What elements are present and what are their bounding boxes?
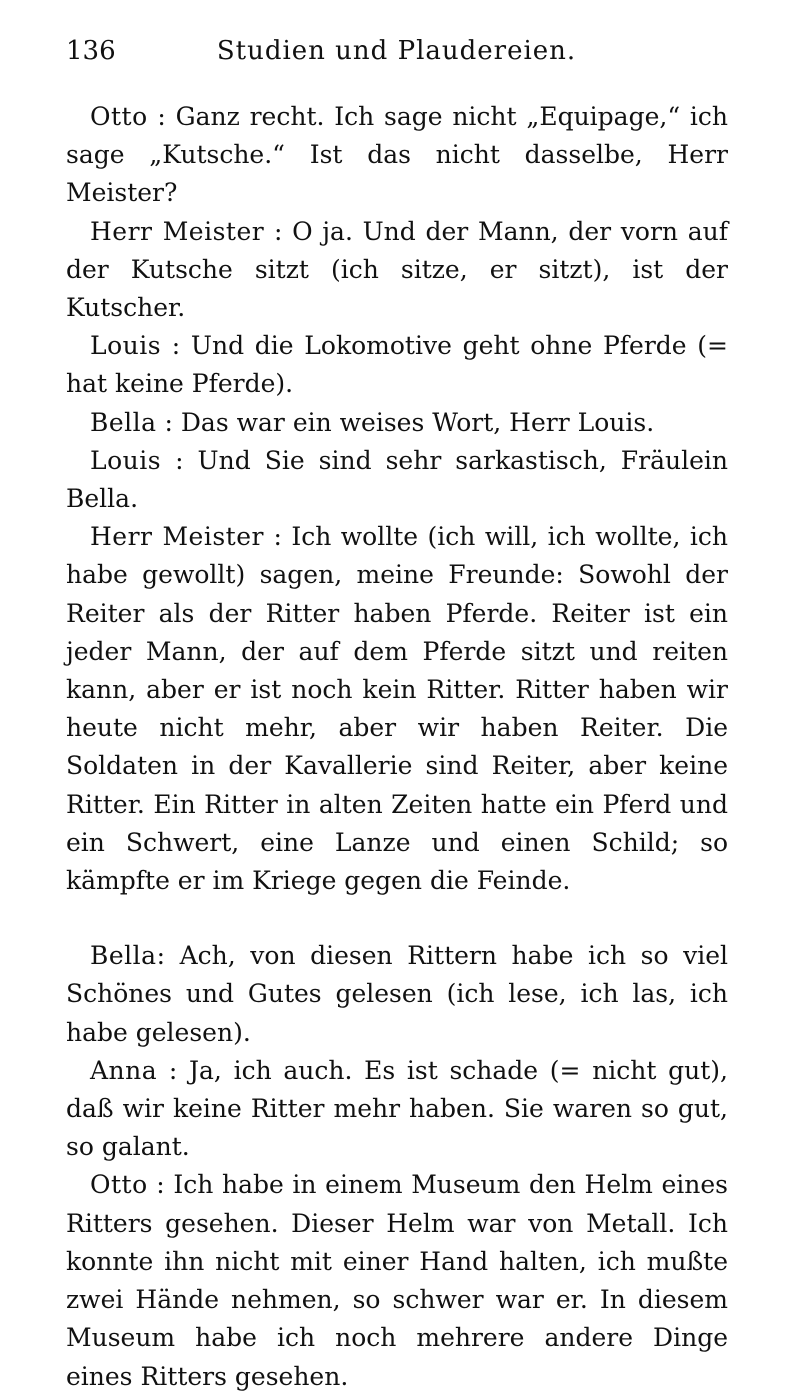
page-number: 136 xyxy=(66,36,116,66)
dialogue-paragraph-8: Anna : Ja, ich auch. Es ist schade (= nicht gut), daß wir keine Ritter mehr haben. Sie waren so gut, so galant. xyxy=(66,1055,728,1162)
speaker-name: Bella xyxy=(90,941,157,971)
dialogue-text xyxy=(66,98,728,1396)
dialogue-line: O ja. Und der Mann, der vorn auf der Kutsche sitzt (ich sitze, er sitzt), ist der Kutscher. xyxy=(66,216,728,323)
speaker-name: Bella xyxy=(90,407,157,437)
dialogue-paragraph-5: Louis : Und Sie sind sehr sarkastisch, Fräulein Bella. xyxy=(66,445,728,514)
speaker-name: Otto xyxy=(90,102,148,131)
dialogue-paragraph-2: Herr Meister : O ja. Und der Mann, der vorn auf der Kutsche sitzt (ich sitze, er sitzt), ist der Kutscher. xyxy=(66,216,728,323)
speaker-name: Louis xyxy=(90,331,162,361)
speaker-name: Herr Meister xyxy=(90,522,264,552)
dialogue-paragraph-4: Bella : Das war ein weises Wort, Herr Louis. xyxy=(90,407,655,437)
dialogue-paragraph-1: Otto : Ganz recht. Ich sage nicht „Equipage,“ ich sage „Kutsche.“ Ist das nicht dasselbe, Herr Meister? xyxy=(66,102,728,208)
dialogue-line: Das war ein weises Wort, Herr Louis. xyxy=(180,407,655,437)
dialogue-line: Ich habe in einem Museum den Helm eines Ritters gesehen. Dieser Helm war von Metall. Ich konnte ihn nicht mit einer Hand halten, ich mußte zwei Hände nehmen, so schwer war er. In diesem Museum habe ich noch mehrere andere Dinge eines Ritters gesehen. xyxy=(66,1170,728,1391)
page-header xyxy=(66,36,727,72)
dialogue-paragraph-6: Herr Meister : Ich wollte (ich will, ich wollte, ich habe gewollt) sagen, meine Freunde: Sowohl der Reiter als der Ritter haben Pferde. Reiter ist ein jeder Mann, der auf dem Pferde sitzt und reiten kann, aber er ist noch kein Ritter. Ritter haben wir heute nicht mehr, aber wir haben Reiter. Die Soldaten in der Kavallerie sind Reiter, aber keine Ritter. Ein Ritter in alten Zeiten hatte ein Pferd und ein Schwert, eine Lanze und einen Schild; so kämpfte er im Kriege gegen die Feinde. xyxy=(66,522,728,896)
dialogue-line: Ach, von diesen Rittern habe ich so viel Schönes und Gutes gelesen (ich lese, ich las, ich habe gelesen). xyxy=(66,941,728,1047)
speaker-name: Louis xyxy=(90,445,162,475)
running-title: Studien und Plaudereien. xyxy=(216,36,577,66)
dialogue-line: Und Sie sind sehr sarkastisch, Fräulein Bella. xyxy=(66,445,728,514)
dialogue-line: Ja, ich auch. Es ist schade (= nicht gut), daß wir keine Ritter mehr haben. Sie waren so gut, so galant. xyxy=(66,1055,728,1162)
speaker-name: Herr Meister xyxy=(90,216,265,246)
dialogue-line: Ich wollte (ich will, ich wollte, ich habe gewollt) sagen, meine Freunde: Sowohl der Reiter als der Ritter haben Pferde. Reiter ist ein jeder Mann, der auf dem Pferde sitzt und reiten kann, aber er ist noch kein Ritter. Ritter haben wir heute nicht mehr, aber wir haben Reiter. Die Soldaten in der Kavallerie sind Reiter, aber keine Ritter. Ein Ritter in alten Zeiten hatte ein Pferd und ein Schwert, eine Lanze und einen Schild; so kämpfte er im Kriege gegen die Feinde. xyxy=(66,522,728,896)
speaker-name: Otto xyxy=(90,1170,148,1200)
dialogue-line: Und die Lokomotive geht ohne Pferde (= hat keine Pferde). xyxy=(66,331,728,399)
dialogue-line: Ganz recht. Ich sage nicht „Equipage,“ ich sage „Kutsche.“ Ist das nicht dasselbe, Herr Meister? xyxy=(66,102,728,208)
dialogue-paragraph-7: Bella: Ach, von diesen Rittern habe ich so viel Schönes und Gutes gelesen (ich lese, ich las, ich habe gelesen). xyxy=(66,941,728,1047)
dialogue-paragraph-9: Otto : Ich habe in einem Museum den Helm eines Ritters gesehen. Dieser Helm war von Metall. Ich konnte ihn nicht mit einer Hand halten, ich mußte zwei Hände nehmen, so schwer war er. In diesem Museum habe ich noch mehrere andere Dinge eines Ritters gesehen. xyxy=(66,1170,728,1391)
dialogue-paragraph-3: Louis : Und die Lokomotive geht ohne Pferde (= hat keine Pferde). xyxy=(66,331,728,399)
speaker-name: Anna xyxy=(90,1055,158,1085)
